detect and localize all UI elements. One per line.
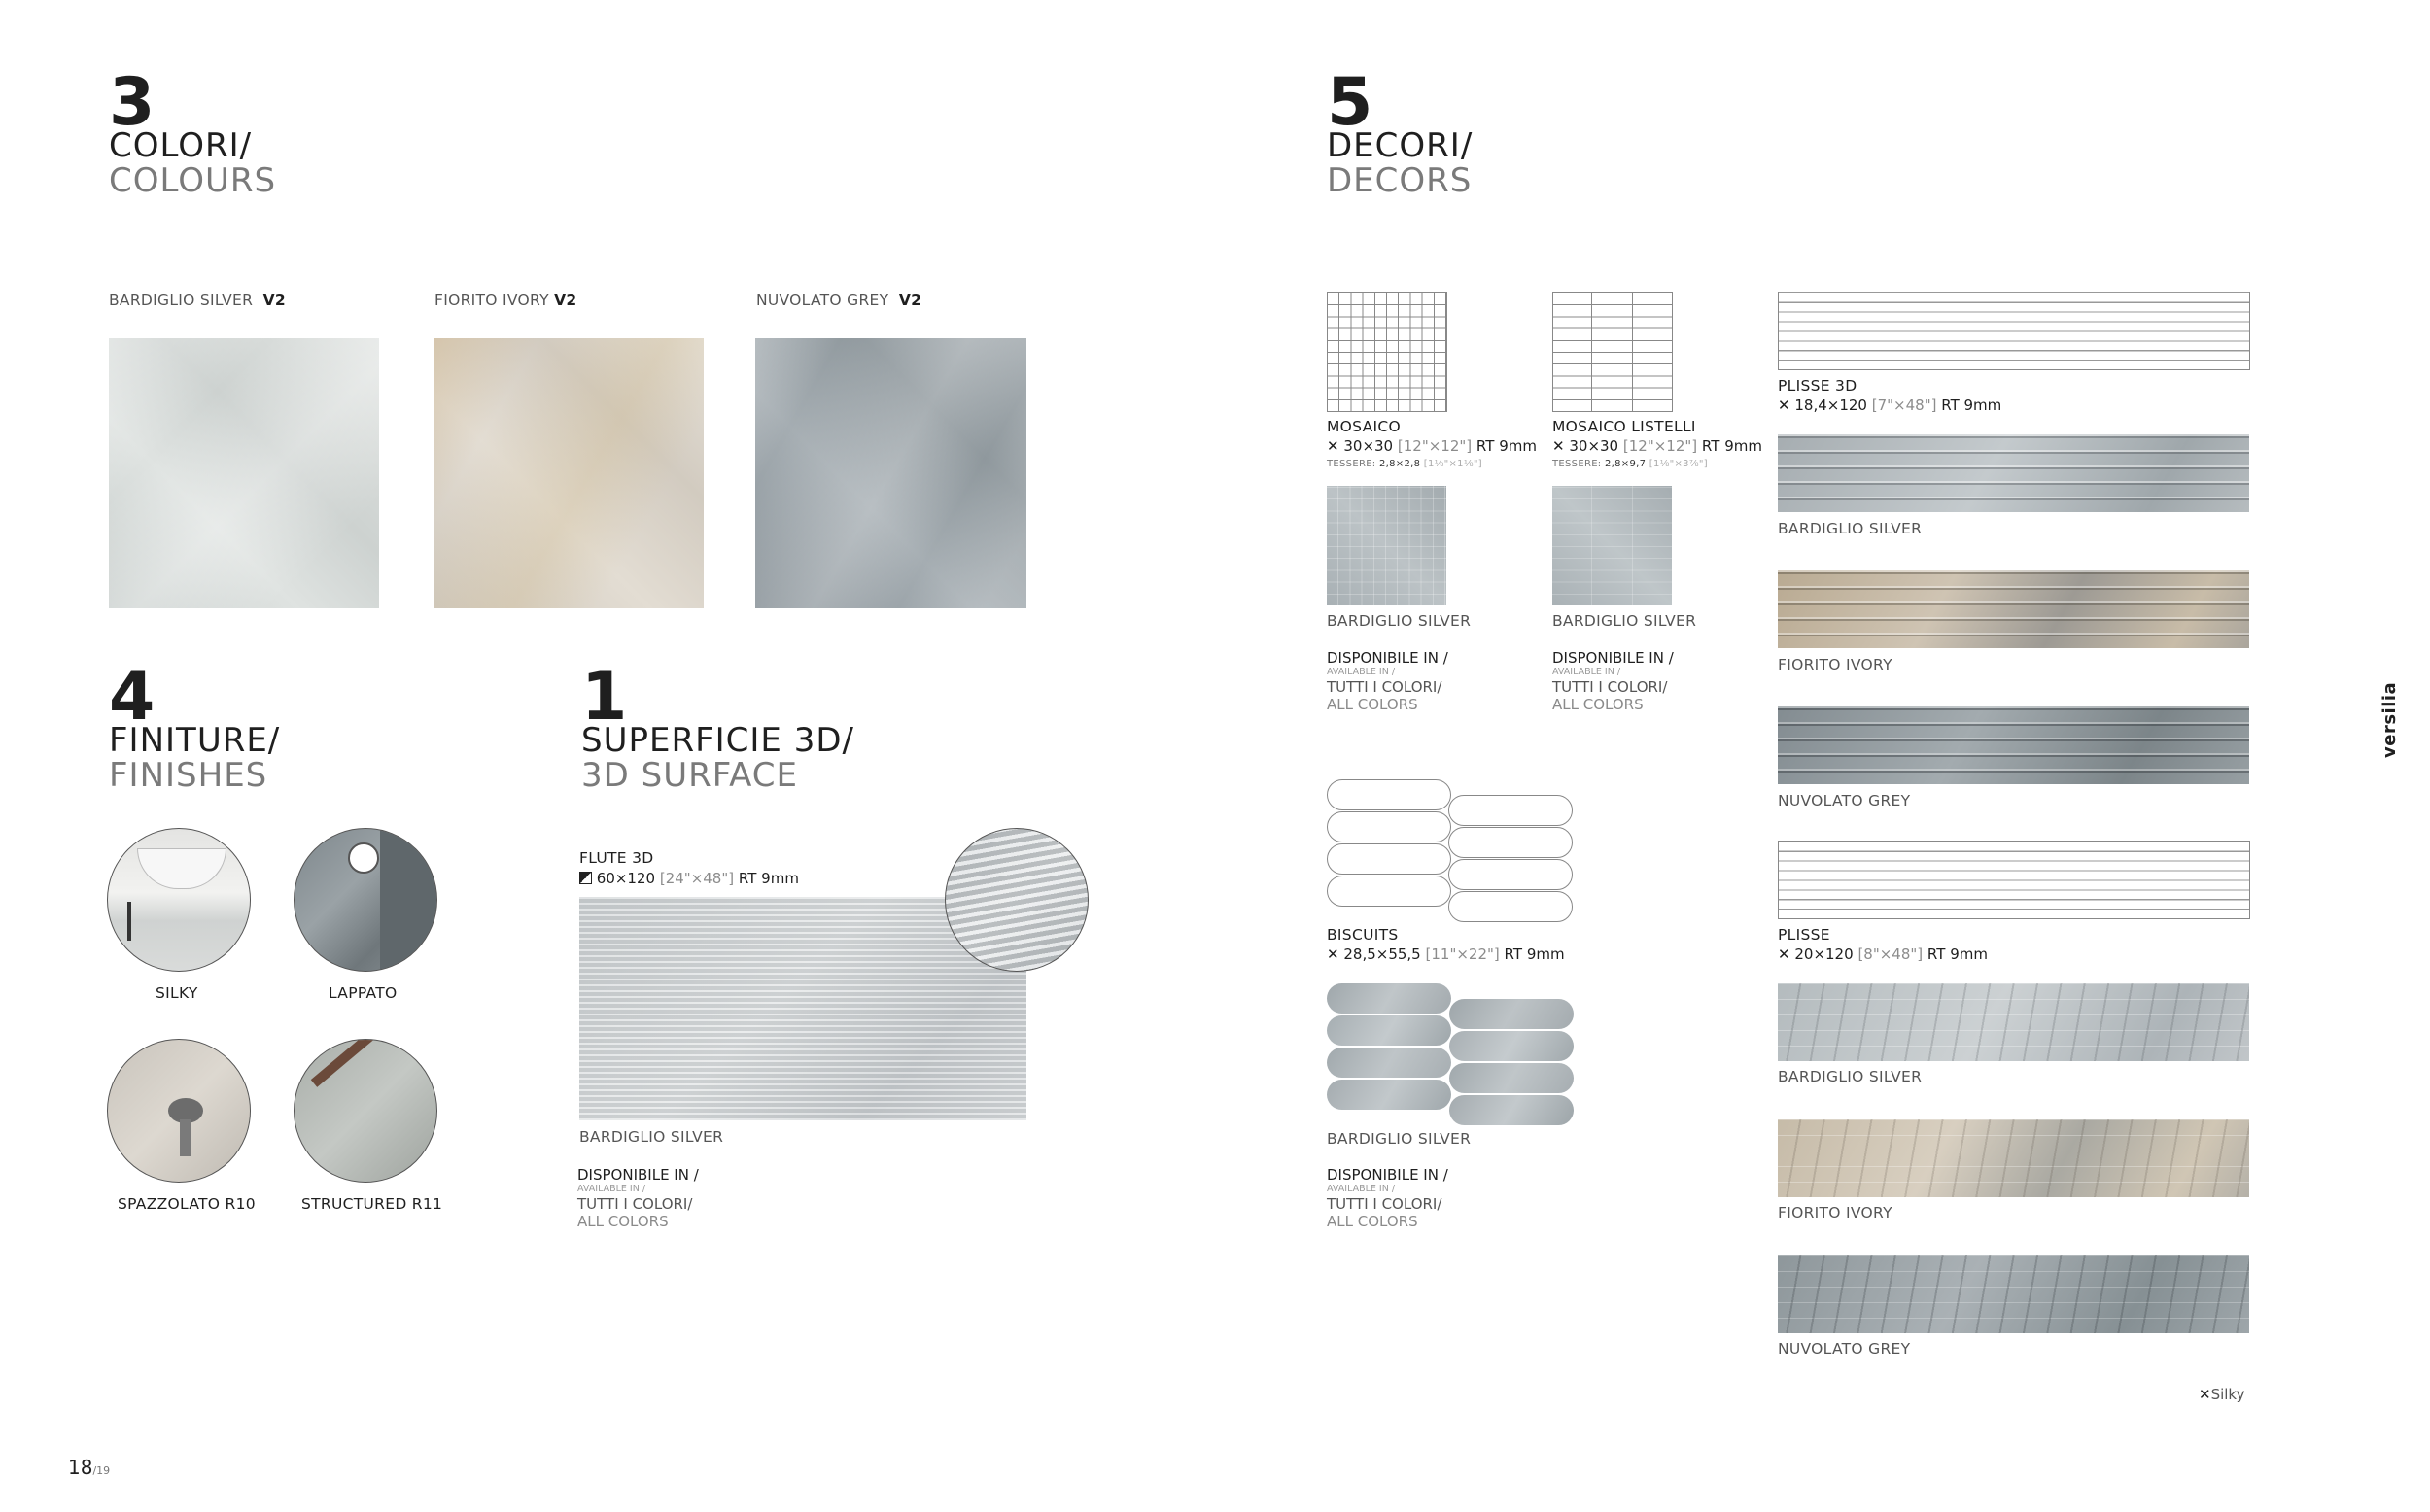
biscuit-outline <box>1448 827 1573 858</box>
mosaico-drawing <box>1327 292 1447 412</box>
tessere-label: TESSERE: <box>1327 459 1376 469</box>
listelli-photo <box>1552 486 1672 605</box>
stool-leg-shape <box>180 1119 191 1156</box>
tessere-size-in: [1⅛"×3⅞"] <box>1649 459 1708 469</box>
decors-title-en: DECORS <box>1327 161 1473 200</box>
surface-rt: RT <box>738 870 757 887</box>
biscuit-outline <box>1327 811 1451 842</box>
listelli-thickness: 9mm <box>1724 437 1762 455</box>
plisse-3d-colour-silver: BARDIGLIO SILVER <box>1778 520 1923 537</box>
listelli-tessere <box>1552 459 1708 469</box>
colours-title-en: COLOURS <box>109 161 277 200</box>
listelli-avail-col-it: TUTTI I COLORI/ <box>1552 678 1668 696</box>
silky-legend <box>2199 1386 2244 1403</box>
colour-label-silver <box>109 292 286 309</box>
colour-name: NUVOLATO GREY <box>756 292 889 309</box>
brand-side-label: versilia <box>2379 681 2400 758</box>
tessere-label: TESSERE: <box>1552 459 1602 469</box>
mosaico-avail-col-en: ALL COLORS <box>1327 696 1418 713</box>
biscuit-tile <box>1327 1048 1451 1078</box>
plisse-3d-thickness: 9mm <box>1963 396 2002 414</box>
biscuits-avail-col-it: TUTTI I COLORI/ <box>1327 1195 1442 1213</box>
biscuits-thickness: 9mm <box>1526 945 1565 963</box>
plisse-3d-size: 18,4×120 <box>1794 396 1867 414</box>
tessere-size: 2,8×9,7 <box>1604 459 1647 469</box>
lamp-shape <box>348 842 379 874</box>
biscuit-tile <box>1449 999 1574 1029</box>
finish-label-structured: STRUCTURED R11 <box>301 1195 443 1213</box>
plisse-drawing <box>1778 841 2250 919</box>
finishes-title-en: FINISHES <box>109 756 268 795</box>
plisse-3d-grey <box>1778 706 2249 784</box>
mosaico-colour: BARDIGLIO SILVER <box>1327 612 1472 630</box>
biscuits-avail-it: DISPONIBILE IN / <box>1327 1166 1448 1184</box>
mosaico-photo <box>1327 486 1446 605</box>
listelli-avail-it: DISPONIBILE IN / <box>1552 649 1674 667</box>
biscuits-name: BISCUITS <box>1327 926 1399 944</box>
listelli-colour: BARDIGLIO SILVER <box>1552 612 1697 630</box>
colour-code: V2 <box>898 292 922 309</box>
plisse-3d-drawing <box>1778 292 2250 370</box>
listelli-avail-en: AVAILABLE IN / <box>1552 667 1621 677</box>
surface-thickness: 9mm <box>761 870 799 887</box>
silky-icon: ✕ <box>1552 437 1565 455</box>
biscuit-outline <box>1448 795 1573 826</box>
listelli-drawing <box>1552 292 1673 412</box>
plisse-3d-colour-ivory: FIORITO IVORY <box>1778 656 1892 673</box>
plisse-colour-ivory: FIORITO IVORY <box>1778 1204 1892 1221</box>
tessere-size-in: [1⅛"×1⅛"] <box>1423 459 1482 469</box>
biscuit-outline <box>1327 779 1451 810</box>
finishes-number: 4 <box>109 659 156 736</box>
surface-size: 60×120 <box>596 870 656 887</box>
biscuits-avail-col-en: ALL COLORS <box>1327 1213 1418 1230</box>
colour-code: V2 <box>554 292 577 309</box>
finish-label-spazzolato: SPAZZOLATO R10 <box>118 1195 256 1213</box>
legend-text: Silky <box>2210 1386 2245 1403</box>
surface-title-en: 3D SURFACE <box>581 756 799 795</box>
tap-shape <box>127 902 131 941</box>
swatch-nuvolato-grey <box>755 338 1026 608</box>
biscuits-colour: BARDIGLIO SILVER <box>1327 1130 1472 1148</box>
finish-label-silky: SILKY <box>156 984 198 1002</box>
page-number-total: /19 <box>92 1464 111 1477</box>
biscuit-tile <box>1327 983 1451 1014</box>
mosaico-avail-col-it: TUTTI I COLORI/ <box>1327 678 1442 696</box>
silky-icon: ✕ <box>1327 945 1339 963</box>
biscuits-size: 28,5×55,5 <box>1343 945 1421 963</box>
biscuit-tile <box>1449 1063 1574 1093</box>
mosaico-rt: RT <box>1475 437 1495 455</box>
surface-product-name: FLUTE 3D <box>579 849 654 867</box>
plisse-colour-silver: BARDIGLIO SILVER <box>1778 1068 1923 1085</box>
biscuit-tile <box>1327 1015 1451 1046</box>
finish-label-lappato: LAPPATO <box>329 984 398 1002</box>
plisse-rt: RT <box>1927 945 1946 963</box>
mosaico-thickness: 9mm <box>1499 437 1537 455</box>
listelli-name: MOSAICO LISTELLI <box>1552 418 1696 435</box>
plisse-3d-rt: RT <box>1941 396 1960 414</box>
surface-title-it: SUPERFICIE 3D/ <box>581 721 854 760</box>
colour-label-ivory <box>434 292 577 309</box>
tile-format-icon <box>579 872 592 884</box>
plisse-3d-ivory <box>1778 570 2249 648</box>
mosaico-tessere <box>1327 459 1482 469</box>
colour-name: FIORITO IVORY <box>434 292 549 309</box>
plisse-grey <box>1778 1255 2249 1333</box>
swatch-fiorito-ivory <box>434 338 704 608</box>
listelli-size: 30×30 <box>1569 437 1619 455</box>
plisse-3d-spec <box>1778 396 2001 414</box>
surface-size-in: [24"×48"] <box>659 870 735 887</box>
colour-label-grey <box>756 292 921 309</box>
silky-icon: ✕ <box>1327 437 1339 455</box>
mosaico-avail-en: AVAILABLE IN / <box>1327 667 1396 677</box>
biscuits-spec <box>1327 945 1565 963</box>
finishes-title-it: FINITURE/ <box>109 721 281 760</box>
surface-avail-it: DISPONIBILE IN / <box>577 1166 699 1184</box>
plisse-ivory <box>1778 1119 2249 1197</box>
listelli-size-in: [12"×12"] <box>1622 437 1698 455</box>
plisse-colour-grey: NUVOLATO GREY <box>1778 1340 1911 1357</box>
listelli-rt: RT <box>1701 437 1720 455</box>
swatch-bardiglio-silver <box>109 338 379 608</box>
surface-spec <box>579 870 799 887</box>
page-number-current: 18 <box>68 1456 93 1479</box>
biscuit-tile <box>1327 1080 1451 1110</box>
plisse-thickness: 9mm <box>1950 945 1988 963</box>
plisse-3d-colour-grey: NUVOLATO GREY <box>1778 792 1911 809</box>
biscuit-tile <box>1449 1095 1574 1125</box>
silky-icon: ✕ <box>2199 1386 2211 1403</box>
finish-spazzolato-image <box>107 1039 251 1183</box>
page-number <box>68 1456 110 1479</box>
plisse-size: 20×120 <box>1794 945 1854 963</box>
colours-number: 3 <box>109 64 156 141</box>
plisse-3d-silver <box>1778 434 2249 512</box>
step-edge-shape <box>311 1039 429 1087</box>
decors-title-it: DECORI/ <box>1327 126 1474 165</box>
biscuit-outline <box>1327 843 1451 875</box>
finish-structured-image <box>294 1039 437 1183</box>
plisse-name: PLISSE <box>1778 926 1830 944</box>
surface-colour: BARDIGLIO SILVER <box>579 1128 724 1146</box>
finish-lappato-image <box>294 828 437 972</box>
plisse-silver <box>1778 983 2249 1061</box>
surface-avail-col-en: ALL COLORS <box>577 1213 669 1230</box>
biscuits-size-in: [11"×22"] <box>1425 945 1500 963</box>
wall-shape <box>380 829 436 971</box>
biscuit-outline <box>1448 891 1573 922</box>
silky-icon: ✕ <box>1778 945 1790 963</box>
surface-avail-col-it: TUTTI I COLORI/ <box>577 1195 693 1213</box>
mosaico-spec <box>1327 437 1537 455</box>
plisse-size-in: [8"×48"] <box>1857 945 1924 963</box>
flute-3d-detail-circle <box>945 828 1089 972</box>
mosaico-avail-it: DISPONIBILE IN / <box>1327 649 1448 667</box>
biscuits-avail-en: AVAILABLE IN / <box>1327 1184 1396 1194</box>
mosaico-size: 30×30 <box>1343 437 1394 455</box>
biscuit-outline <box>1448 859 1573 890</box>
silky-icon: ✕ <box>1778 396 1790 414</box>
biscuit-outline <box>1327 876 1451 907</box>
plisse-3d-name: PLISSE 3D <box>1778 377 1857 395</box>
colour-code: V2 <box>262 292 287 309</box>
listelli-avail-col-en: ALL COLORS <box>1552 696 1644 713</box>
listelli-spec <box>1552 437 1762 455</box>
colours-title-it: COLORI/ <box>109 126 253 165</box>
mosaico-name: MOSAICO <box>1327 418 1401 435</box>
finish-silky-image <box>107 828 251 972</box>
basin-shape <box>137 848 226 889</box>
tessere-size: 2,8×2,8 <box>1378 459 1421 469</box>
mosaico-size-in: [12"×12"] <box>1397 437 1473 455</box>
decors-number: 5 <box>1327 64 1373 141</box>
colour-name: BARDIGLIO SILVER <box>109 292 254 309</box>
plisse-spec <box>1778 945 1988 963</box>
plisse-3d-size-in: [7"×48"] <box>1871 396 1937 414</box>
surface-number: 1 <box>581 659 628 736</box>
biscuits-rt: RT <box>1504 945 1523 963</box>
biscuit-tile <box>1449 1031 1574 1061</box>
surface-avail-en: AVAILABLE IN / <box>577 1184 646 1194</box>
